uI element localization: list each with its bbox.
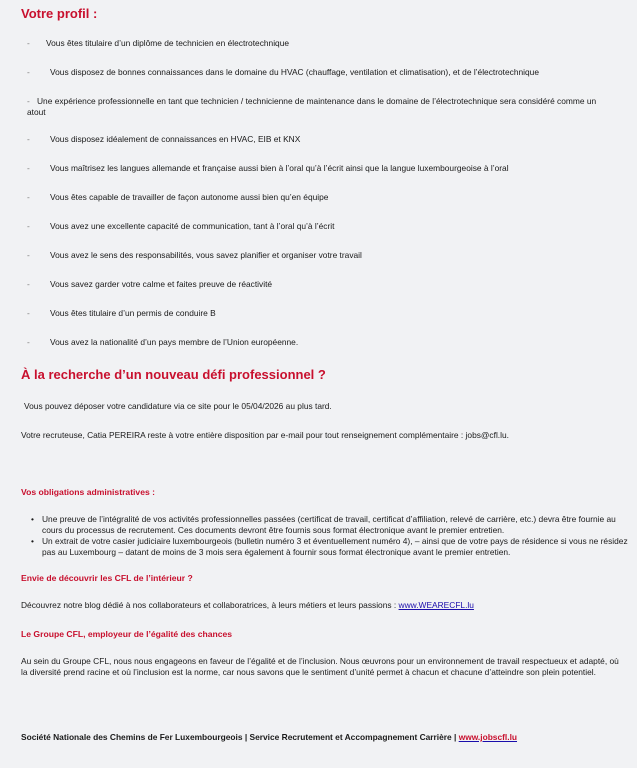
dash-bullet-icon: -	[27, 250, 30, 260]
profile-item: - Vous êtes titulaire d’un diplôme de technicien en électrotechnique	[27, 38, 290, 48]
profile-item: - Vous disposez de bonnes connaissances dans le domaine du HVAC (chauffage, ventilation et climatisation), et de l’électrotechnique	[27, 67, 539, 77]
profile-item: - Vous avez une excellente capacité de communication, tant à l’oral qu’à l’écrit	[27, 221, 335, 231]
dash-bullet-icon: -	[27, 134, 30, 144]
profile-item: - Vous êtes capable de travailler de façon autonome aussi bien qu’en équipe	[27, 192, 329, 202]
obligations-heading: Vos obligations administratives :	[21, 487, 156, 497]
profile-item: - Vous maîtrisez les langues allemande et française aussi bien à l’oral qu’à l’écrit ainsi que la langue luxembourgeoise à l’oral	[27, 163, 509, 173]
profile-item: - Une expérience professionnelle en tant que technicien / technicienne de maintenance dans le domaine de l’électrotechnique sera considéré comme un atout	[27, 96, 597, 117]
jobscfl-link[interactable]: www.jobscfl.lu	[458, 732, 518, 742]
dash-bullet-icon: -	[27, 308, 30, 318]
dash-bullet-icon: -	[27, 192, 30, 202]
bullet-icon: •	[31, 514, 34, 524]
profile-item: - Vous avez le sens des responsabilités, vous savez planifier et organiser votre travail	[27, 250, 362, 260]
footer-text: Société Nationale des Chemins de Fer Luxembourgeois | Service Recrutement et Accompagnement Carrière |	[21, 732, 459, 742]
footer	[21, 732, 517, 742]
dash-bullet-icon: -	[27, 96, 30, 106]
profile-item: - Vous savez garder votre calme et faites preuve de réactivité	[27, 279, 273, 289]
profile-item: - Vous êtes titulaire d’un permis de conduire B	[27, 308, 216, 318]
equality-heading: Le Groupe CFL, employeur de l’égalité des chances	[21, 629, 233, 639]
obligations-list	[21, 514, 631, 558]
dash-bullet-icon: -	[27, 221, 30, 231]
dash-bullet-icon: -	[27, 337, 30, 347]
obligation-item: • Un extrait de votre casier judiciaire luxembourgeois (bulletin numéro 3 et éventuellement numéro 4), – ainsi que de votre pays de résidence si vous ne résidez pas au Luxembourg – datant de moins de 3 mois sera également à fournir sous format électronique avant le premier entretien.	[31, 536, 628, 557]
recruiter-contact-text: Votre recruteuse, Catia PEREIRA reste à votre entière disposition par e-mail pour tout renseignement complémentaire : jobs@cfl.lu.	[21, 430, 509, 440]
profile-item: - Vous avez la nationalité d’un pays membre de l’Union européenne.	[27, 337, 299, 347]
profile-item: - Vous disposez idéalement de connaissances en HVAC, EIB et KNX	[27, 134, 301, 144]
dash-bullet-icon: -	[27, 163, 30, 173]
profile-heading: Votre profil :	[21, 6, 98, 21]
challenge-heading: À la recherche d’un nouveau défi professionnel ?	[21, 367, 326, 382]
dash-bullet-icon: -	[27, 67, 30, 77]
dash-bullet-icon: -	[27, 279, 30, 289]
equality-text: Au sein du Groupe CFL, nous nous engageons en faveur de l’égalité et de l’inclusion. Nous œuvrons pour un environnement de travail respectueux et adapté, où la diversité prend racine et où l’inclusion est la norme, car nous savons que le sentiment d’unité permet à chacun et chacune d’atteindre son plein potentiel.	[21, 656, 619, 677]
bullet-icon: •	[31, 536, 34, 546]
dash-bullet-icon: -	[27, 38, 30, 48]
wearecfl-link[interactable]: www.WEARECFL.lu	[398, 600, 474, 610]
obligation-item: • Une preuve de l’intégralité de vos activités professionnelles passées (certificat de travail, certificat d’affiliation, relevé de carrière, etc.) devra être fournie au cours du processus de recrutement. Ces documents devront être fournis sous format électronique avant le premier entretien.	[31, 514, 616, 535]
application-deadline-text: Vous pouvez déposer votre candidature via ce site pour le 05/04/2026 au plus tard.	[24, 401, 332, 411]
blog-text: Découvrez notre blog dédié à nos collaborateurs et collaboratrices, à leurs métiers et leurs passions : www.WEARECFL.lu	[21, 600, 474, 610]
blog-heading: Envie de découvrir les CFL de l’intérieur ?	[21, 573, 193, 583]
